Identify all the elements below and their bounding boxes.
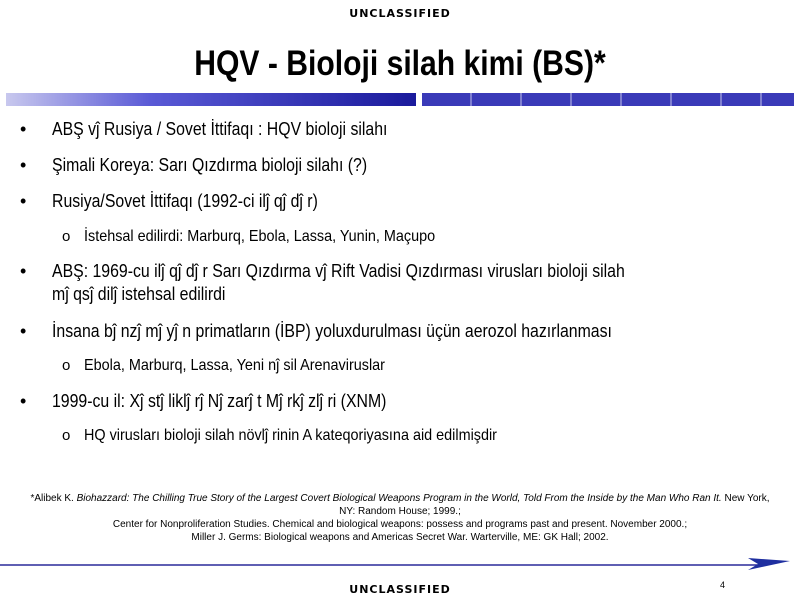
sub-bullet-marker: o	[62, 357, 71, 374]
sub-bullet-text: İstehsal edilirdi: Marburq, Ebola, Lassa, Yunin, Maçupo	[84, 228, 436, 245]
reference-1	[30, 492, 770, 518]
bullet-dot: •	[20, 391, 27, 411]
page-number: 4	[720, 580, 726, 590]
bullet-text: Rusiya/Sovet İttifaqı (1992-ci ilĵ qĵ dĵ r)	[52, 191, 318, 211]
bullet-text-line-1: ABŞ: 1969-cu ilĵ qĵ dĵ r Sarı Qızdırma vĵ Rift Vadisi Qızdırması virusları bioloji silah	[52, 261, 625, 281]
reference-footnote	[30, 492, 770, 544]
bullet-text	[52, 260, 712, 306]
slide-title: HQV - Bioloji silah kimi (BS)*	[194, 44, 606, 83]
bullet-text-line-2: mĵ qsĵ dilĵ istehsal edilirdi	[52, 284, 226, 304]
arrow-icon	[748, 558, 790, 570]
classification-bottom: UNCLASSIFIED	[349, 583, 451, 596]
reference-1-title: Biohazzard: The Chilling True Story of the Largest Covert Biological Weapons Program in the World, Told From the Inside by the Man Who Ran It.	[76, 493, 722, 504]
sub-bullet-marker: o	[62, 228, 71, 245]
bullet-text: ABŞ vĵ Rusiya / Sovet İttifaqı : HQV bioloji silahı	[52, 119, 388, 139]
reference-3: Miller J. Germs: Biological weapons and Americas Secret War. Warterville, ME: GK Hall; 2002.	[191, 532, 609, 543]
bullet-dot: •	[20, 191, 27, 211]
bullet-text: Şimali Koreya: Sarı Qızdırma bioloji silahı (?)	[52, 155, 368, 175]
sub-bullet-text: HQ virusları bioloji silah növlĵ rinin A kateqoriyasına aid edilmişdir	[84, 427, 497, 444]
sub-bullet-marker: o	[62, 427, 71, 444]
bullet-text: İnsana bĵ nzĵ mĵ yĵ n primatların (İBP) yoluxdurulması üçün aerozol hazırlanması	[52, 321, 612, 341]
reference-2: Center for Nonproliferation Studies. Chemical and biological weapons: possess and programs past and present. November 2000.;	[112, 519, 688, 530]
bottom-divider	[0, 552, 800, 572]
bar-right-segment	[422, 93, 794, 106]
bullet-text: 1999-cu il: Xĵ stĵ liklĵ rĵ Nĵ zarĵ t Mĵ rkĵ zlĵ ri (XNM)	[52, 391, 387, 411]
bullet-dot: •	[20, 155, 27, 175]
bullet-dot: •	[20, 119, 27, 139]
bullet-dot: •	[20, 261, 27, 281]
reference-1-prefix: *Alibek K.	[30, 493, 77, 504]
sub-bullet-text: Ebola, Marburq, Lassa, Yeni nĵ sil Arenaviruslar	[84, 357, 385, 374]
bullet-dot: •	[20, 321, 27, 341]
reference-1-rest: New York, NY: Random House; 1999.;	[339, 493, 770, 517]
bar-left-segment	[6, 93, 416, 106]
classification-top: UNCLASSIFIED	[349, 7, 451, 20]
title-divider-bar	[0, 90, 800, 108]
